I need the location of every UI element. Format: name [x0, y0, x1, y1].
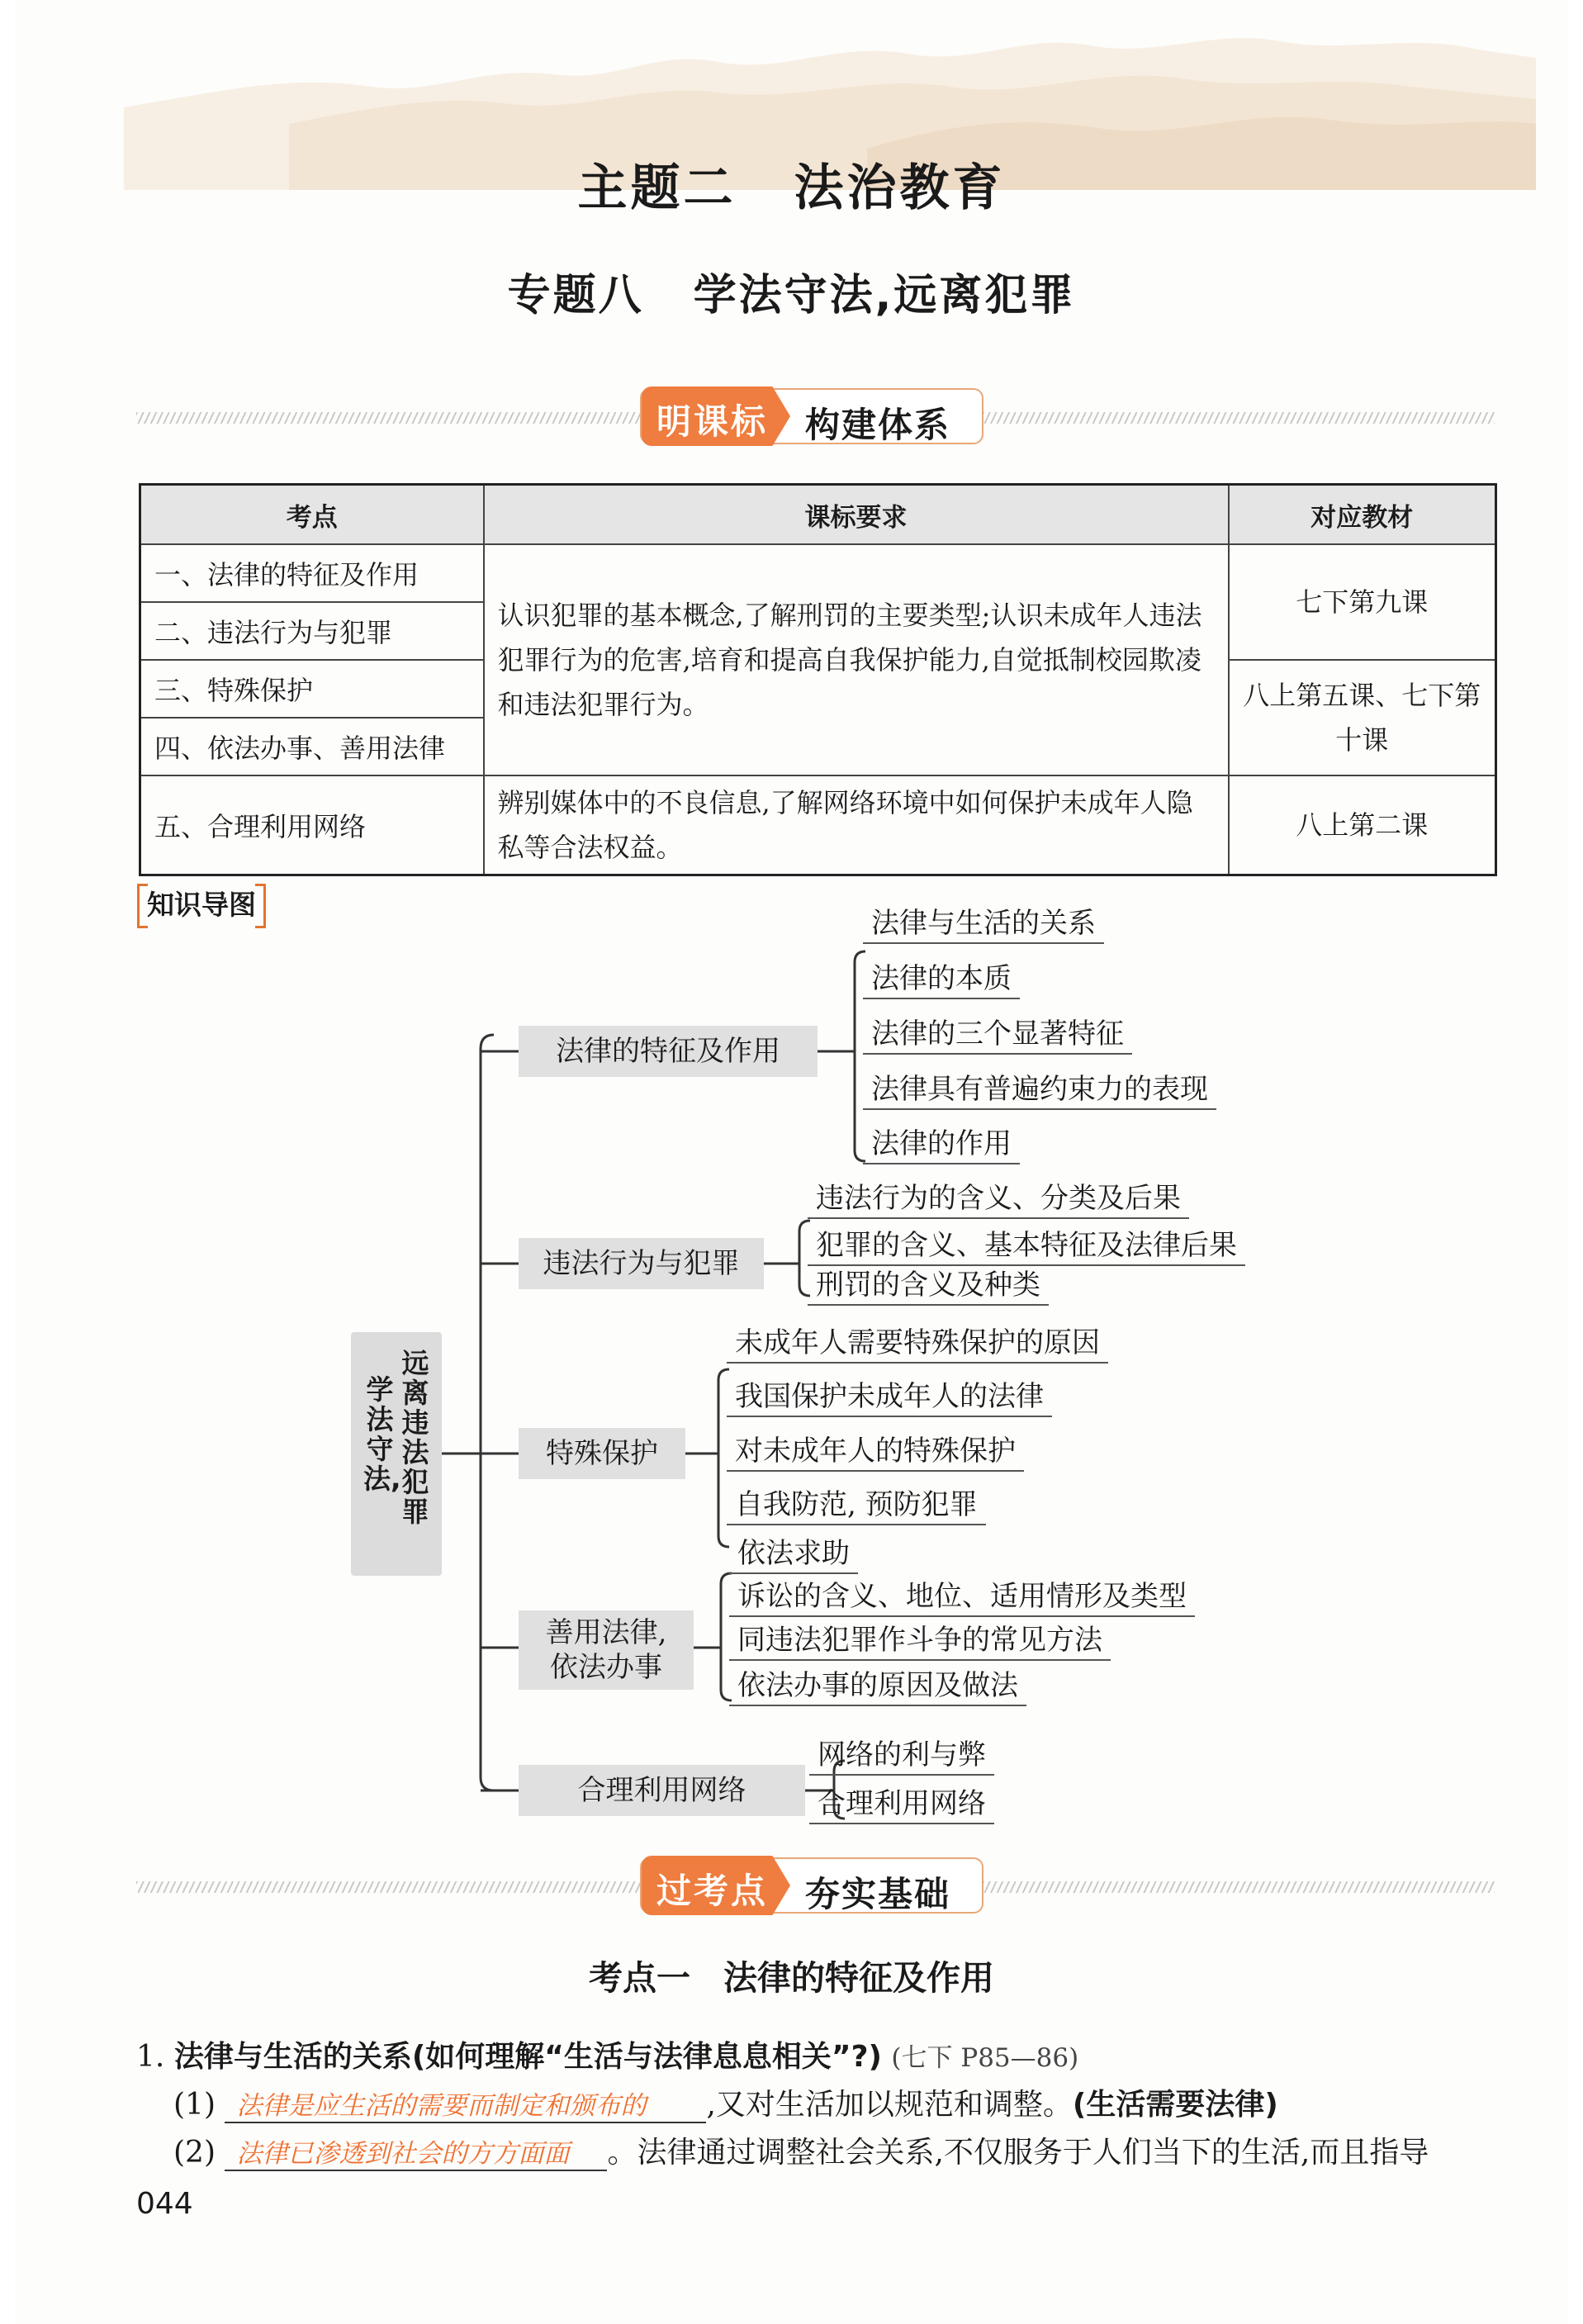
hatch-left: [136, 1881, 644, 1893]
map-leaf: 法律的本质: [863, 960, 1020, 999]
sub-emphasis: (生活需要法律): [1072, 2088, 1278, 2122]
badge-title: 构建体系: [805, 405, 951, 445]
page-number: 044: [136, 2187, 193, 2221]
branch-node-line: 善用法律,: [545, 1616, 667, 1649]
textbook-ref: 七下第九课: [1229, 544, 1496, 660]
branch-node: 合理利用网络: [519, 1765, 805, 1816]
sub-number: (2): [173, 2136, 216, 2170]
map-leaf: 我国保护未成年人的法律: [727, 1378, 1052, 1417]
section-badge: [640, 1854, 987, 1917]
requirement: 认识犯罪的基本概念,了解刑罚的主要类型;认识未成年人违法犯罪行为的危害,培育和提高自我保护能力,自觉抵制校园欺凌和违法犯罪行为。: [484, 544, 1229, 775]
table-header: 课标要求: [484, 485, 1229, 545]
exam-point: 四、依法办事、善用法律: [140, 718, 484, 775]
branch-node-line: 依法办事: [550, 1651, 662, 1684]
branch-node: 违法行为与犯罪: [519, 1238, 764, 1289]
exam-point: 二、违法行为与犯罪: [140, 602, 484, 660]
hatch-right: [983, 1881, 1495, 1893]
topic-name: 学法守法,远离犯罪: [693, 271, 1076, 320]
sub-number: (1): [173, 2088, 216, 2122]
map-leaf: 法律的三个显著特征: [863, 1015, 1132, 1055]
map-leaf: 自我防范, 预防犯罪: [727, 1486, 986, 1525]
exam-point: 一、法律的特征及作用: [140, 544, 484, 602]
banner-exam-points: [136, 1854, 1495, 1918]
root-text-col2: 远离违法犯罪: [401, 1347, 429, 1528]
map-leaf: 网络的利与弊: [809, 1736, 994, 1776]
knowledge-map-label: 知识导图: [139, 884, 264, 927]
exam-point-name: 法律的特征及作用: [723, 1958, 994, 1998]
theme-label: 主题二: [577, 159, 737, 217]
exam-point: 五、合理利用网络: [140, 775, 484, 875]
question-1-part-1: [173, 2081, 1278, 2123]
map-leaf: 法律与生活的关系: [863, 904, 1104, 944]
map-leaf: 诉讼的含义、地位、适用情形及类型: [729, 1577, 1195, 1617]
badge-title: 夯实基础: [805, 1874, 951, 1914]
map-leaf: 犯罪的含义、基本特征及法律后果: [808, 1226, 1245, 1266]
badge-tag: 过考点: [656, 1871, 769, 1911]
map-leaf: 依法办事的原因及做法: [729, 1667, 1026, 1706]
item-heading: 法律与生活的关系(如何理解“生活与法律息息相关”?): [173, 2040, 882, 2074]
map-leaf: 刑罚的含义及种类: [808, 1266, 1049, 1306]
item-number: 1.: [136, 2040, 165, 2074]
branch-node: 法律的特征及作用: [519, 1026, 818, 1077]
answer-blank[interactable]: 法律是应生活的需要而制定和颁布的: [225, 2084, 706, 2123]
badge-tag: 明课标: [656, 401, 769, 442]
branch-node: [519, 1610, 694, 1690]
textbook-ref: 八上第五课、七下第十课: [1229, 660, 1496, 775]
exam-point-label: 考点一: [589, 1958, 690, 1998]
map-leaf: 合理利用网络: [809, 1785, 994, 1824]
map-leaf: 未成年人需要特殊保护的原因: [727, 1324, 1108, 1364]
answer-blank[interactable]: 法律已渗透到社会的方方面面: [225, 2132, 607, 2171]
root-text-col1: 学法守法,: [363, 1373, 401, 1495]
map-leaf: 对未成年人的特殊保护: [727, 1432, 1024, 1472]
map-leaf: 同违法犯罪作斗争的常见方法: [729, 1621, 1111, 1661]
requirement: 辨别媒体中的不良信息,了解网络环境中如何保护未成年人隐私等合法权益。: [484, 775, 1229, 875]
exam-point-title: [0, 1951, 1583, 1999]
question-1-part-2: [173, 2129, 1429, 2171]
theme-name: 法治教育: [794, 159, 1006, 217]
exam-point: 三、特殊保护: [140, 660, 484, 718]
map-leaf: 依法求助: [729, 1534, 858, 1574]
branch-node: 特殊保护: [519, 1428, 685, 1479]
table-header: 对应教材: [1229, 485, 1496, 545]
map-leaf: 违法行为的含义、分类及后果: [808, 1179, 1189, 1219]
topic-label: 专题八: [507, 271, 644, 320]
table-header: 考点: [140, 485, 484, 545]
question-1-heading: [136, 2033, 1078, 2075]
textbook-ref: 八上第二课: [1229, 775, 1496, 875]
textbook-page-ref: (七下 P85—86): [891, 2043, 1079, 2073]
map-leaf: 法律具有普遍约束力的表现: [863, 1070, 1216, 1110]
sub-text: 。法律通过调整社会关系,不仅服务于人们当下的生活,而且指导: [607, 2136, 1429, 2170]
map-root: [351, 1332, 442, 1576]
map-leaf: 法律的作用: [863, 1125, 1020, 1164]
sub-text: ,又对生活加以规范和调整。: [706, 2088, 1073, 2122]
